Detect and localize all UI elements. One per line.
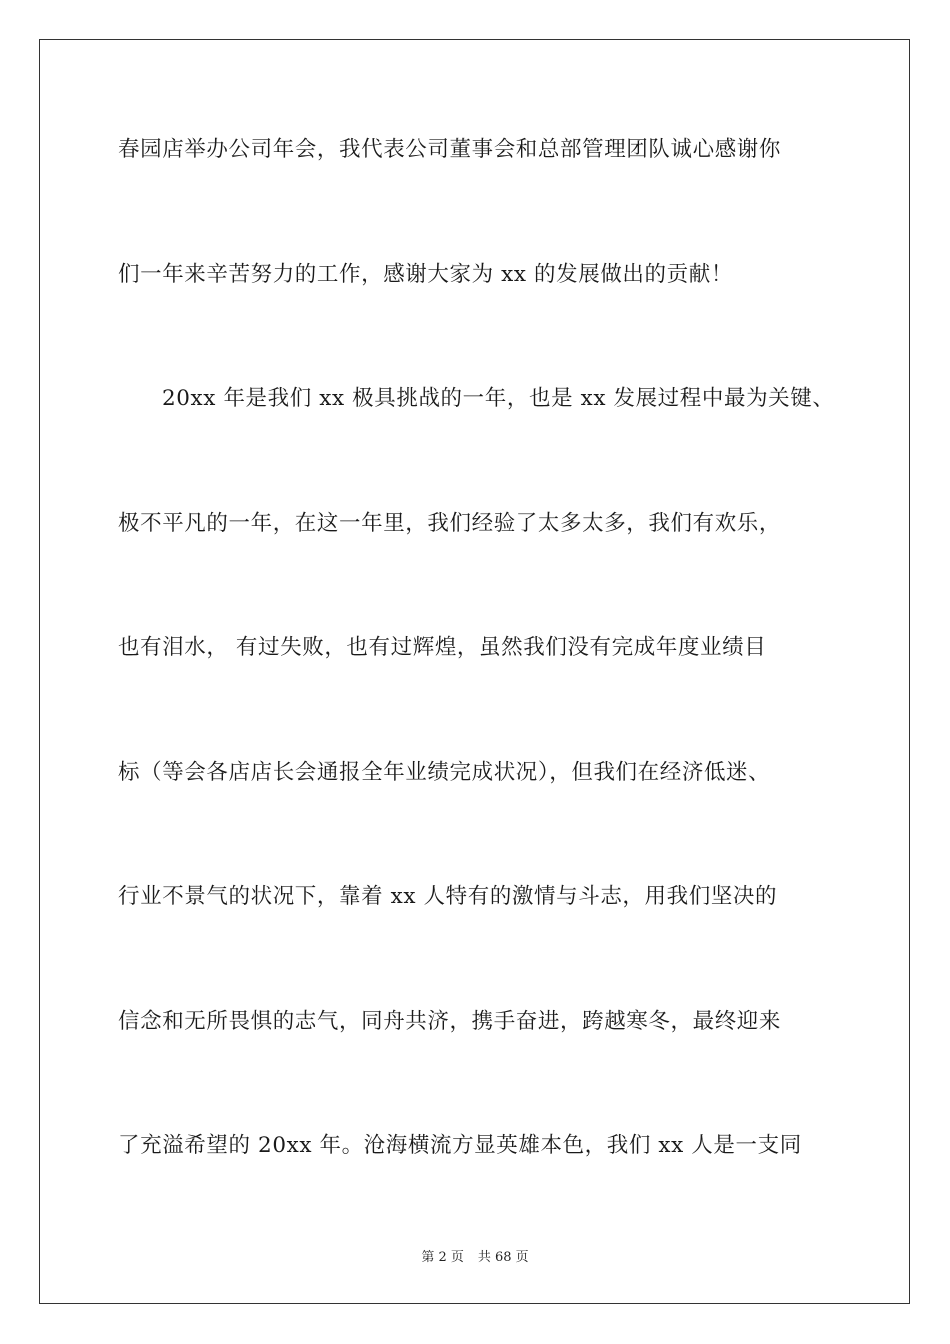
text-line-8: 信念和无所畏惧的志气，同舟共济，携手奋进，跨越寒冬，最终迎来 bbox=[118, 1008, 782, 1034]
page-total: 共 68 页 bbox=[477, 1250, 529, 1265]
text-line-5: 也有泪水， 有过失败，也有过辉煌，虽然我们没有完成年度业绩目 bbox=[118, 635, 767, 660]
text-line-4: 极不平凡的一年，在这一年里，我们经验了太多太多，我们有欢乐， bbox=[118, 510, 782, 536]
page-number: 第 2 页 bbox=[421, 1250, 464, 1265]
text-line-6: 标（等会各店店长会通报全年业绩完成状况），但我们在经济低迷、 bbox=[118, 759, 771, 785]
document-body bbox=[118, 125, 838, 1246]
text-line-3: 20xx 年是我们 xx 极具挑战的一年，也是 xx 发展过程中最为关键、 bbox=[162, 386, 835, 411]
text-line-2: 们一年来辛苦努力的工作，感谢大家为 xx 的发展做出的贡献！ bbox=[118, 261, 733, 287]
page-footer bbox=[0, 1246, 950, 1265]
text-line-1: 春园店举办公司年会，我代表公司董事会和总部管理团队诚心感谢你 bbox=[118, 137, 782, 162]
text-line-9: 了充溢希望的 20xx 年。沧海横流方显英雄本色，我们 xx 人是一支同 bbox=[118, 1133, 802, 1158]
text-line-7: 行业不景气的状况下，靠着 xx 人特有的激情与斗志，用我们坚决的 bbox=[118, 884, 778, 909]
